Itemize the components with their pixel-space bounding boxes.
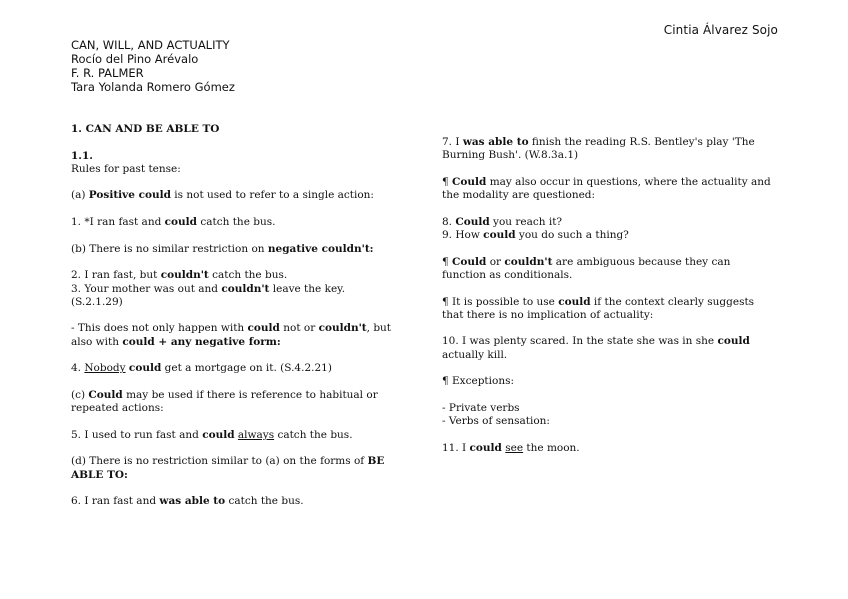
paragraph-ambiguous: ¶ Could or couldn't are ambiguous because they can function as conditionals. — [442, 255, 731, 281]
section-heading-1-1: 1.1. — [71, 149, 93, 162]
rule-a: (a) Positive could is not used to refer to a single action: — [71, 189, 374, 202]
note-negative: - This does not only happen with could not or couldn't, but also with could + any negative form: — [71, 322, 392, 348]
example-5: 5. I used to run fast and could always catch the bus. — [71, 428, 353, 441]
header-line-3: F. R. PALMER — [71, 66, 144, 80]
example-2: 2. I ran fast, but couldn't catch the bus. — [71, 269, 288, 282]
rules-text: Rules for past tense: — [71, 162, 181, 175]
rule-c: (c) Could may be used if there is reference to habitual or repeated actions: — [71, 388, 378, 415]
right-column — [442, 136, 772, 468]
paragraph-questions: ¶ Could may also occur in questions, where the actuality and the modality are questioned: — [442, 175, 771, 202]
example-11: 11. I could see the moon. — [442, 441, 580, 454]
paragraph-context: ¶ It is possible to use could if the context clearly suggests that there is no implication of actuality: — [442, 295, 755, 321]
header-line-2: Rocío del Pino Arévalo — [71, 52, 199, 66]
author-name: Cintia Álvarez Sojo — [663, 23, 778, 37]
exception-verbs-sensation: - Verbs of sensation: — [442, 415, 550, 428]
section-heading-1: 1. CAN AND BE ABLE TO — [71, 123, 220, 135]
rule-b: (b) There is no similar restriction on negative couldn't: — [71, 242, 374, 255]
left-column — [71, 123, 406, 522]
example-4: 4. Nobody could get a mortgage on it. (S.4.2.21) — [71, 362, 332, 375]
document-header — [71, 38, 235, 94]
exceptions-heading: ¶ Exceptions: — [442, 375, 515, 388]
example-8: 8. Could you reach it? — [442, 215, 563, 228]
example-10: 10. I was plenty scared. In the state she was in she could actually kill. — [442, 335, 750, 361]
example-3-ref: (S.2.1.29) — [71, 295, 123, 308]
example-9: 9. How could you do such a thing? — [442, 229, 629, 242]
rule-d: (d) There is no restriction similar to (a) on the forms of BE ABLE TO: — [71, 455, 385, 481]
header-line-4: Tara Yolanda Romero Gómez — [71, 80, 235, 94]
document-title: CAN, WILL, AND ACTUALITY — [71, 38, 230, 52]
example-7: 7. I was able to finish the reading R.S. Bentley's play 'The Burning Bush'. (W.8.3a.1) — [442, 136, 755, 162]
exception-private-verbs: - Private verbs — [442, 401, 520, 414]
example-6: 6. I ran fast and was able to catch the bus. — [71, 495, 304, 508]
example-3: 3. Your mother was out and couldn't leave the key. — [71, 282, 346, 295]
example-1: 1. *I ran fast and could catch the bus. — [71, 216, 276, 229]
